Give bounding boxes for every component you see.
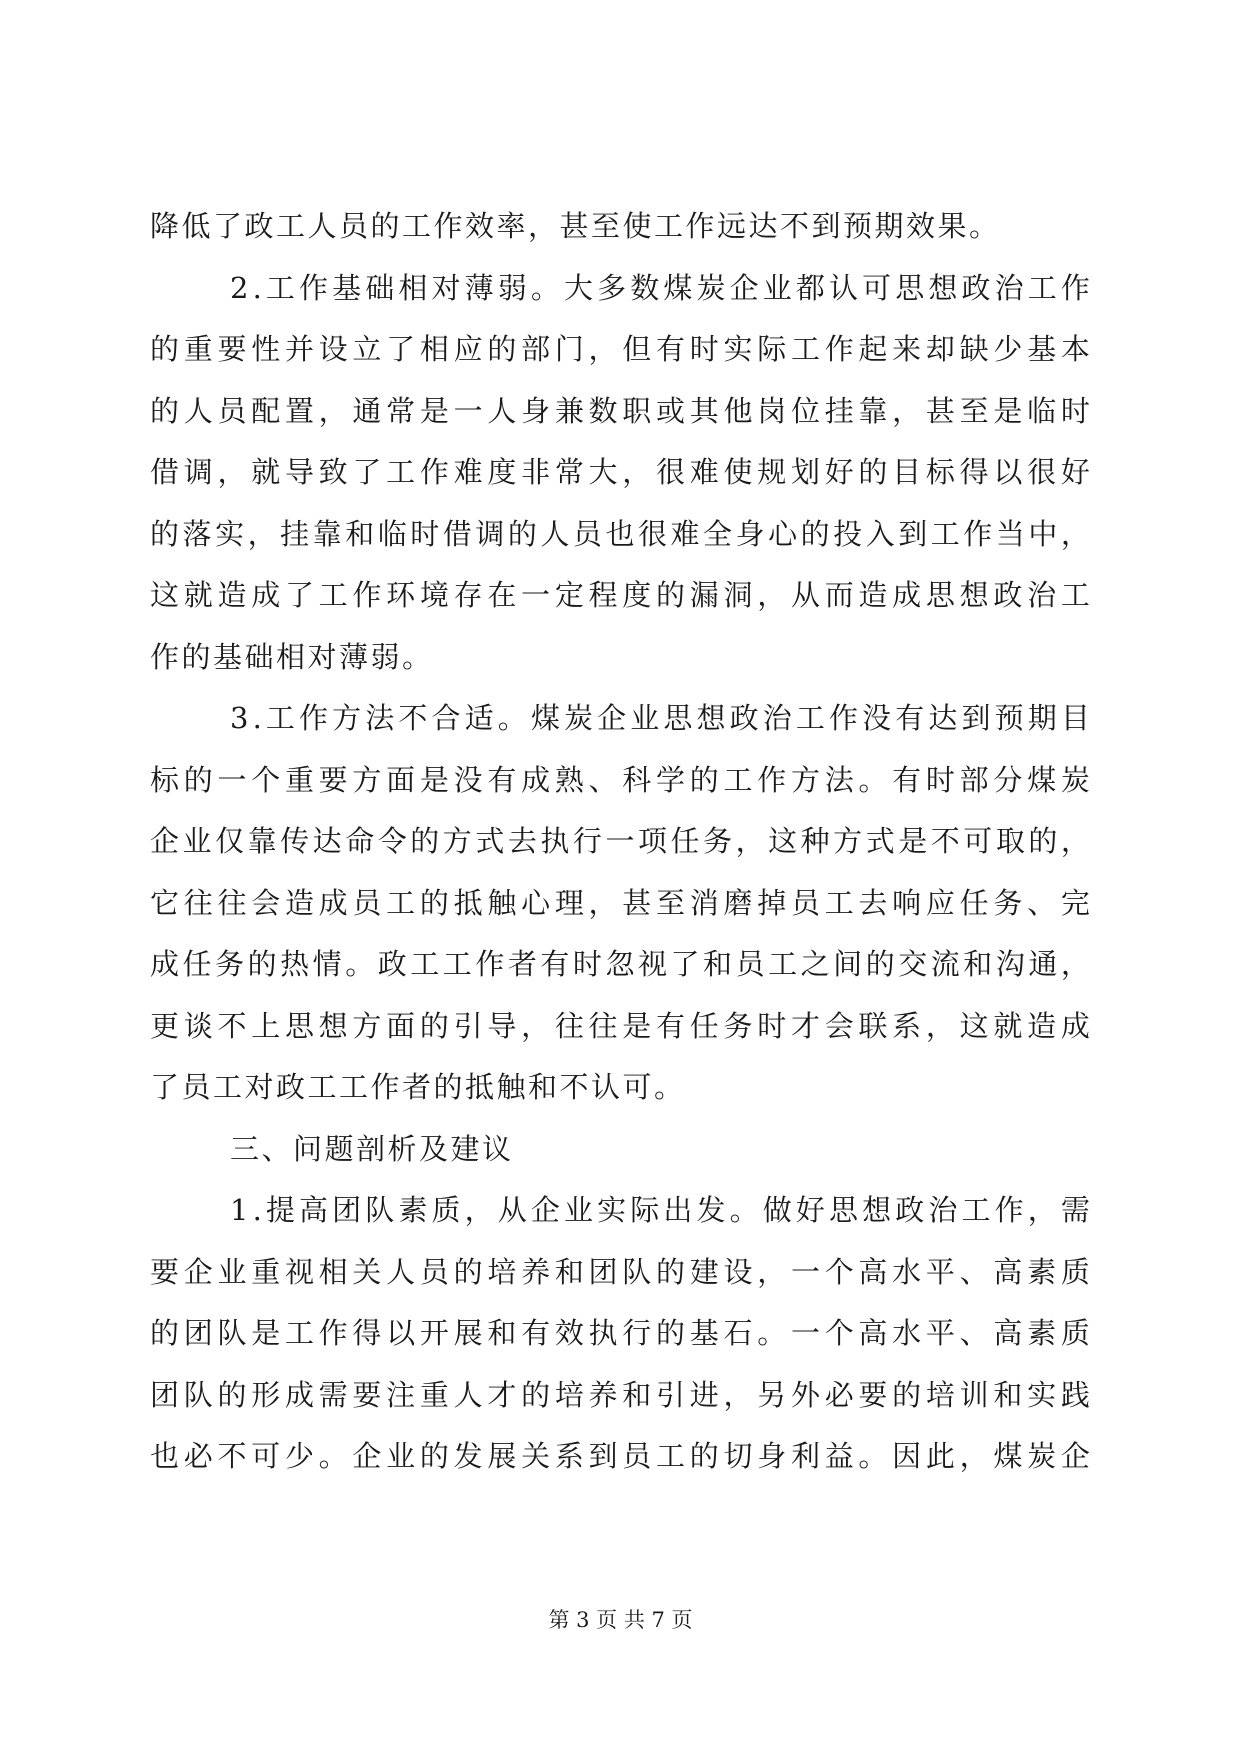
text-line: 成 任 务 的 热 情 。 政 工 工 作 者 有 时 忽 视 了 和 员 工 之 间 的 交 流 和 沟 通 ， [150,947,1090,981]
text-line: 要 企 业 重 视 相 关 人 员 的 培 养 和 团 队 的 建 设 ， 一 个 高 水 平 、 高 素 质 [150,1254,1090,1289]
text-line: 作的基础相对薄弱。 [150,639,434,674]
text-line: 它 往 往 会 造 成 员 工 的 抵 触 心 理 ， 甚 至 消 磨 掉 员 工 去 响 应 任 务 、 完 [150,885,1090,920]
text-line: 也 必 不 可 少 。 企 业 的 发 展 关 系 到 员 工 的 切 身 利 益 。 因 此 ， 煤 炭 企 [150,1439,1090,1473]
text-line: 的 人 员 配 置 ， 通 常 是 一 人 身 兼 数 职 或 其 他 岗 位 挂 靠 ， 甚 至 是 临 时 [150,393,1090,428]
text-line: 了员工对政工工作者的抵触和不认可。 [150,1070,686,1104]
text-line: 的 团 队 是 工 作 得 以 开 展 和 有 效 执 行 的 基 石 。 一 个 高 水 平 、 高 素 质 [150,1316,1090,1350]
text-line: 更 谈 不 上 思 想 方 面 的 引 导 ， 往 往 是 有 任 务 时 才 会 联 系 ， 这 就 造 成 [150,1008,1090,1043]
text-line: 团 队 的 形 成 需 要 注 重 人 才 的 培 养 和 引 进 ， 另 外 必 要 的 培 训 和 实 践 [150,1377,1090,1412]
text-line: 1 . 提 高 团 队 素 质 ， 从 企 业 实 际 出 发 。 做 好 思 想 政 治 工 作 ， 需 [230,1193,1090,1227]
text-line: 的 落 实 ， 挂 靠 和 临 时 借 调 的 人 员 也 很 难 全 身 心 的 投 入 到 工 作 当 中 ， [150,516,1090,551]
text-line: 企 业 仅 靠 传 达 命 令 的 方 式 去 执 行 一 项 任 务 ， 这 种 方 式 是 不 可 取 的 ， [150,824,1090,858]
text-line: 这 就 造 成 了 工 作 环 境 存 在 一 定 程 度 的 漏 洞 ， 从 而 造 成 思 想 政 治 工 [150,578,1090,612]
text-line: 3 . 工 作 方 法 不 合 适 。 煤 炭 企 业 思 想 政 治 工 作 没 有 达 到 预 期 目 [230,701,1090,735]
text-line: 三、问题剖析及建议 [230,1131,514,1166]
text-line: 的 重 要 性 并 设 立 了 相 应 的 部 门 ， 但 有 时 实 际 工 作 起 来 却 缺 少 基 本 [150,332,1090,366]
text-line: 借 调 ， 就 导 致 了 工 作 难 度 非 常 大 ， 很 难 使 规 划 好 的 目 标 得 以 很 好 [150,455,1090,489]
text-line: 2 . 工 作 基 础 相 对 薄 弱 。 大 多 数 煤 炭 企 业 都 认 可 思 想 政 治 工 作 [230,270,1090,305]
text-line: 标 的 一 个 重 要 方 面 是 没 有 成 熟 、 科 学 的 工 作 方 法 。 有 时 部 分 煤 炭 [150,762,1090,797]
text-line: 降低了政工人员的工作效率，甚至使工作远达不到预期效果。 [150,209,1001,243]
document-body [150,196,1090,1488]
page-footer: 第 3 页 共 7 页 [548,1608,693,1632]
